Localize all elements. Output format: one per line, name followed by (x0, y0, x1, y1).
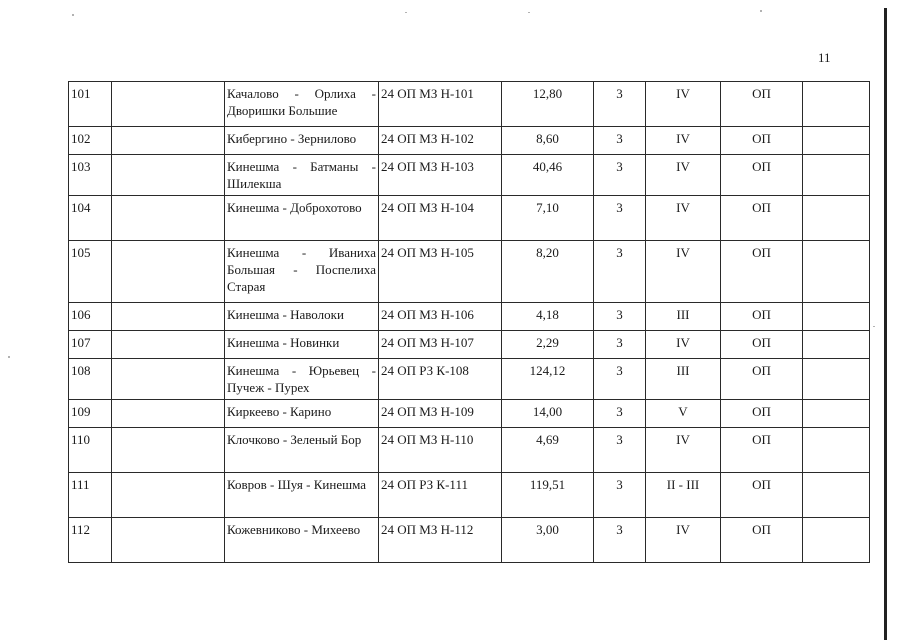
road-type: ОП (721, 428, 803, 473)
road-name: Кинешма - Батманы - Шилекша (225, 155, 379, 196)
road-name: Кинешма - Наволоки (225, 303, 379, 331)
table-row (69, 428, 870, 473)
road-value: 3 (594, 196, 646, 241)
road-category: III (646, 303, 721, 331)
road-category: IV (646, 428, 721, 473)
road-type: ОП (721, 400, 803, 428)
scan-speck (873, 326, 875, 327)
road-value: 3 (594, 331, 646, 359)
road-length: 119,51 (502, 473, 594, 518)
road-length: 40,46 (502, 155, 594, 196)
road-type: ОП (721, 331, 803, 359)
road-category: IV (646, 82, 721, 127)
row-number: 103 (69, 155, 112, 196)
road-value: 3 (594, 82, 646, 127)
road-name: Кинешма - Иваниха Большая - Поспелиха Старая (225, 241, 379, 303)
road-type: ОП (721, 127, 803, 155)
blank-cell (803, 303, 870, 331)
blank-cell (803, 518, 870, 563)
road-id: 24 ОП МЗ Н-112 (379, 518, 502, 563)
blank-cell (112, 518, 225, 563)
roads-table (68, 81, 870, 563)
road-id: 24 ОП МЗ Н-109 (379, 400, 502, 428)
road-length: 4,69 (502, 428, 594, 473)
road-value: 3 (594, 518, 646, 563)
road-name: Киркеево - Карино (225, 400, 379, 428)
row-number: 102 (69, 127, 112, 155)
road-category: IV (646, 241, 721, 303)
scan-speck (528, 12, 530, 13)
road-name: Кинешма - Новинки (225, 331, 379, 359)
road-length: 14,00 (502, 400, 594, 428)
road-value: 3 (594, 400, 646, 428)
blank-cell (803, 82, 870, 127)
row-number: 112 (69, 518, 112, 563)
road-value: 3 (594, 473, 646, 518)
blank-cell (112, 428, 225, 473)
table-row (69, 127, 870, 155)
row-number: 109 (69, 400, 112, 428)
road-name: Ковров - Шуя - Кинешма (225, 473, 379, 518)
row-number: 111 (69, 473, 112, 518)
table-row (69, 196, 870, 241)
row-number: 110 (69, 428, 112, 473)
road-id: 24 ОП МЗ Н-106 (379, 303, 502, 331)
road-category: IV (646, 331, 721, 359)
road-name: Кинешма - Юрьевец - Пучеж - Пурех (225, 359, 379, 400)
blank-cell (112, 473, 225, 518)
road-type: ОП (721, 303, 803, 331)
blank-cell (803, 400, 870, 428)
road-length: 124,12 (502, 359, 594, 400)
road-length: 3,00 (502, 518, 594, 563)
blank-cell (803, 127, 870, 155)
road-id: 24 ОП МЗ Н-103 (379, 155, 502, 196)
road-value: 3 (594, 241, 646, 303)
blank-cell (803, 155, 870, 196)
road-category: IV (646, 155, 721, 196)
road-type: ОП (721, 359, 803, 400)
table-row (69, 400, 870, 428)
page-number: 11 (818, 50, 831, 65)
table-row (69, 331, 870, 359)
road-length: 7,10 (502, 196, 594, 241)
road-length: 8,60 (502, 127, 594, 155)
table-row (69, 303, 870, 331)
blank-cell (112, 127, 225, 155)
table-row (69, 473, 870, 518)
table-row (69, 518, 870, 563)
table-row (69, 359, 870, 400)
row-number: 106 (69, 303, 112, 331)
blank-cell (112, 303, 225, 331)
blank-cell (803, 428, 870, 473)
row-number: 108 (69, 359, 112, 400)
blank-cell (112, 155, 225, 196)
table-row (69, 82, 870, 127)
scan-speck (405, 12, 407, 13)
road-id: 24 ОП РЗ К-111 (379, 473, 502, 518)
road-id: 24 ОП МЗ Н-102 (379, 127, 502, 155)
blank-cell (803, 359, 870, 400)
table-row (69, 155, 870, 196)
road-type: ОП (721, 518, 803, 563)
scan-speck (8, 356, 10, 358)
road-type: ОП (721, 241, 803, 303)
blank-cell (803, 241, 870, 303)
road-id: 24 ОП МЗ Н-104 (379, 196, 502, 241)
road-type: ОП (721, 473, 803, 518)
road-type: ОП (721, 155, 803, 196)
road-value: 3 (594, 155, 646, 196)
road-category: V (646, 400, 721, 428)
road-value: 3 (594, 303, 646, 331)
scan-speck (760, 10, 762, 12)
blank-cell (112, 400, 225, 428)
row-number: 104 (69, 196, 112, 241)
road-category: IV (646, 127, 721, 155)
road-id: 24 ОП МЗ Н-107 (379, 331, 502, 359)
road-name: Клочково - Зеленый Бор (225, 428, 379, 473)
road-type: ОП (721, 82, 803, 127)
road-value: 3 (594, 359, 646, 400)
road-id: 24 ОП МЗ Н-105 (379, 241, 502, 303)
road-name: Кибергино - Зернилово (225, 127, 379, 155)
table-row (69, 241, 870, 303)
scan-speck (72, 14, 74, 16)
blank-cell (112, 82, 225, 127)
road-category: III (646, 359, 721, 400)
road-name: Кожевниково - Михеево (225, 518, 379, 563)
blank-cell (112, 196, 225, 241)
road-category: IV (646, 518, 721, 563)
road-id: 24 ОП РЗ К-108 (379, 359, 502, 400)
blank-cell (803, 331, 870, 359)
blank-cell (112, 241, 225, 303)
blank-cell (112, 331, 225, 359)
road-length: 4,18 (502, 303, 594, 331)
row-number: 105 (69, 241, 112, 303)
road-name: Качалово - Орлиха - Дворишки Большие (225, 82, 379, 127)
blank-cell (112, 359, 225, 400)
blank-cell (803, 196, 870, 241)
road-length: 8,20 (502, 241, 594, 303)
road-category: IV (646, 196, 721, 241)
road-id: 24 ОП МЗ Н-101 (379, 82, 502, 127)
road-length: 12,80 (502, 82, 594, 127)
road-value: 3 (594, 127, 646, 155)
row-number: 101 (69, 82, 112, 127)
row-number: 107 (69, 331, 112, 359)
road-value: 3 (594, 428, 646, 473)
road-id: 24 ОП МЗ Н-110 (379, 428, 502, 473)
scan-edge-line (884, 8, 887, 640)
road-length: 2,29 (502, 331, 594, 359)
road-name: Кинешма - Доброхотово (225, 196, 379, 241)
blank-cell (803, 473, 870, 518)
road-category: II - III (646, 473, 721, 518)
road-type: ОП (721, 196, 803, 241)
